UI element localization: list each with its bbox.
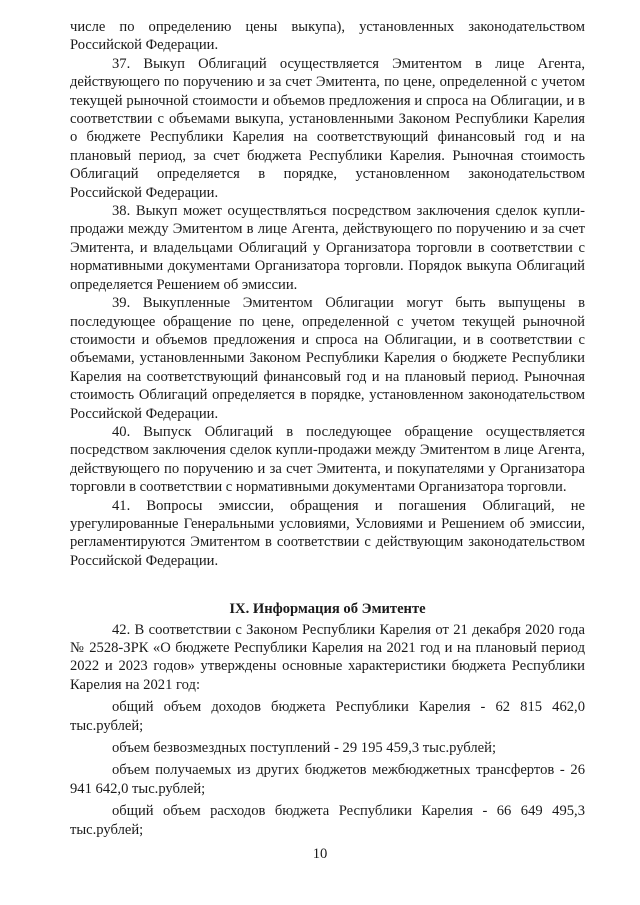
budget-item-grants: объем безвозмездных поступлений - 29 195 459,3 тыс.рублей; bbox=[112, 740, 496, 757]
budget-item-revenue: общий объем доходов бюджета Республики Карелия - 62 815 462,0 тыс.рублей; bbox=[70, 699, 585, 734]
page-number: 10 bbox=[312, 846, 328, 862]
paragraph-41: 41. Вопросы эмиссии, обращения и погашения Облигаций, не урегулированные Генеральными условиями, Условиями и Решением об эмиссии, регламентируются Эмитентом в соответствии с действующим законодательством Российской Федерации. bbox=[70, 497, 585, 569]
paragraph-42: 42. В соответствии с Законом Республики Карелия от 21 декабря 2020 года № 2528-ЗРК «О бюджете Республики Карелия на 2021 год и на плановый период 2022 и 2023 годов» утверждены основные характеристики бюджета Республики Карелия на 2021 год: bbox=[70, 621, 585, 693]
paragraph-37: 37. Выкуп Облигаций осуществляется Эмитентом в лице Агента, действующего по поручению и за счет Эмитента, по цене, определенной с учетом текущей рыночной стоимости и объемов предложения и спроса на Облигации, и в соответствии с объемами выкупа, установленными Законом Республики Карелия о бюджете Республики Карелия на соответствующий финансовый год и на плановый период, за счет бюджета Республики Карелия. Рыночная стоимость Облигаций определяется в порядке, установленном законодательством Российской Федерации. bbox=[70, 55, 585, 201]
paragraph-continuation: числе по определению цены выкупа), установленных законодательством Российской Федерации. bbox=[70, 19, 585, 54]
paragraph-38: 38. Выкуп может осуществляться посредством заключения сделок купли-продажи между Эмитентом в лице Агента, действующего по поручению и за счет Эмитента, и владельцами Облигаций у Организатора торговли в соответствии с нормативными документами Организатора торговли. Порядок выкупа Облигаций определяется Решением об эмиссии. bbox=[70, 203, 585, 293]
paragraph-39: 39. Выкупленные Эмитентом Облигации могут быть выпущены в последующее обращение по цене, определенной с учетом текущей рыночной стоимости и объемов предложения и спроса на Облигации, и в соответствии с объемами, установленными Законом Республики Карелия о бюджете Республики Карелия на соответствующий финансовый год и на плановый период. Рыночная стоимость Облигаций определяется в порядке, установленном законодательством Российской Федерации. bbox=[70, 295, 585, 422]
section-title: IX. Информация об Эмитенте bbox=[229, 601, 426, 618]
paragraph-40: 40. Выпуск Облигаций в последующее обращение осуществляется посредством заключения сделок купли-продажи между Эмитентом в лице Агента, действующего по поручению и за счет Эмитента, и покупателями у Организатора торговли в соответствии с нормативными документами Организатора торговли. bbox=[70, 423, 585, 496]
budget-item-transfers: объем получаемых из других бюджетов межбюджетных трансфертов - 26 941 642,0 тыс.рублей; bbox=[70, 762, 585, 797]
budget-item-expenses: общий объем расходов бюджета Республики Карелия - 66 649 495,3 тыс.рублей; bbox=[70, 803, 585, 838]
